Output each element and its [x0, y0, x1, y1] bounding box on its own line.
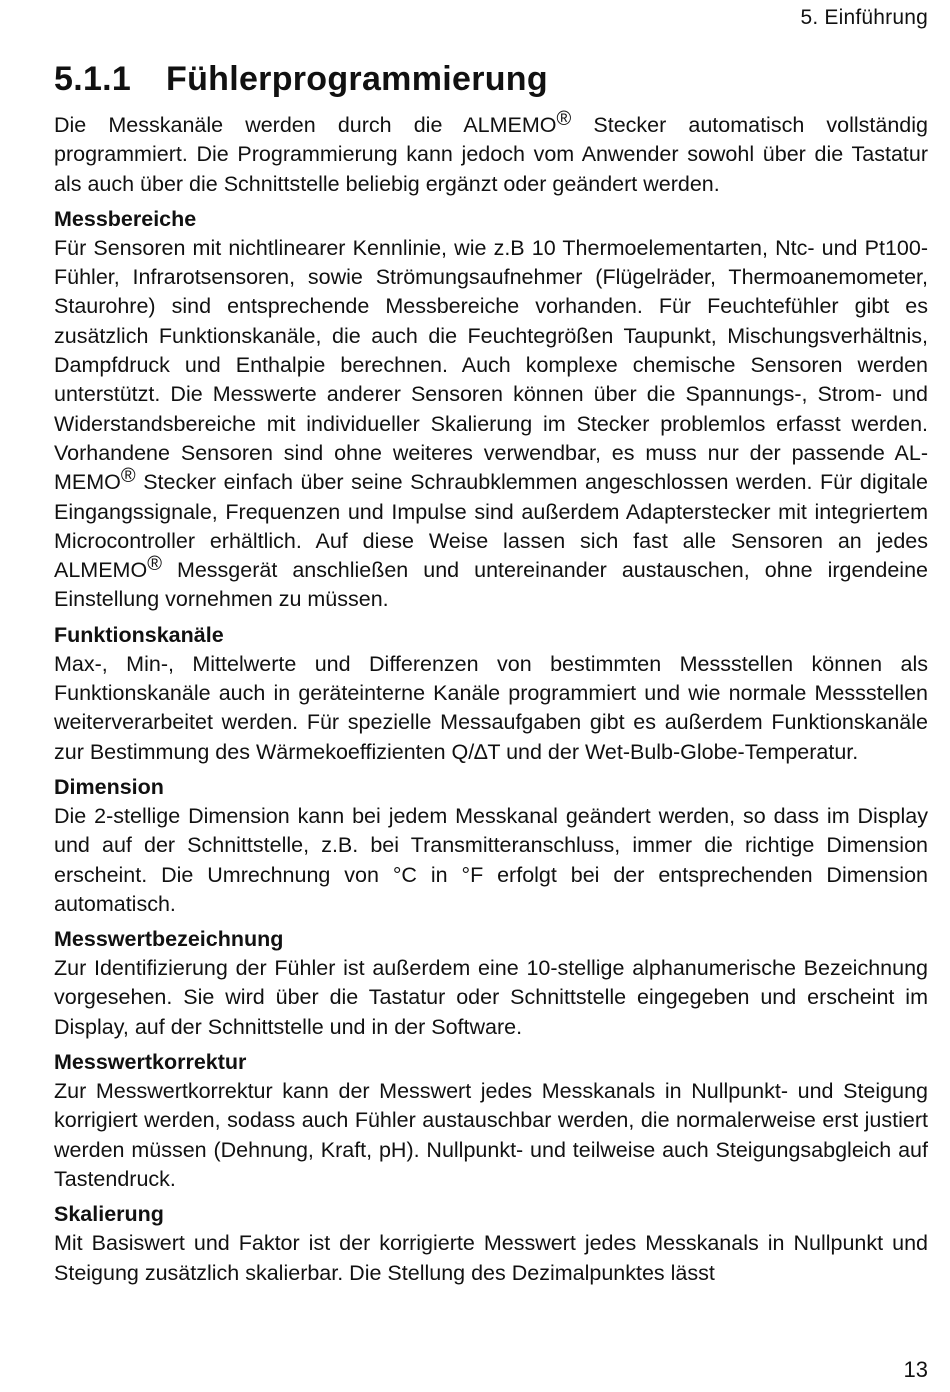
- messbereiche-paragraph: [54, 234, 928, 615]
- section-title-text: Fühlerprogrammierung: [166, 60, 548, 98]
- messbereiche-heading: Messbereiche: [54, 206, 197, 231]
- page-number: 13: [903, 1357, 928, 1382]
- page-content: [54, 108, 928, 1288]
- intro-text-2: Stecker automatisch vollständig programmiert. Die Programmierung kann jedoch vom Anwender sowohl über die Tastatur als auch über die Schnittstelle beliebig ergänzt oder geändert werden.: [54, 113, 928, 196]
- dimension-paragraph: Die 2-stellige Dimension kann bei jedem Messkanal geändert werden, so dass im Display und auf der Schnittstelle, z.B. bei Transmitteranschluss, immer die richtige Dimension erscheint. Die Umrechnung von °C in °F erfolgt bei der entsprechenden Dimension automatisch.: [54, 803, 928, 916]
- intro-text-1: Die Messkanäle werden durch die ALMEMO: [54, 113, 557, 137]
- messbereiche-text-2: Stecker einfach über seine Schraubklemmen angeschlossen werden. Für digitale Eingangssignale, Frequenzen und Impulse sind außerdem Adapterstecker mit integriertem Microcontroller erhältlich. Auf diese Weise lassen sich fast alle Sensoren an jedes ALMEMO: [54, 470, 928, 583]
- dimension-heading: Dimension: [54, 774, 164, 799]
- registered-mark: ®: [120, 465, 136, 488]
- messwertkorrektur-heading: Messwertkorrektur: [54, 1050, 247, 1075]
- funktionskanaele-heading: Funktionskanäle: [54, 622, 224, 647]
- registered-mark: ®: [147, 553, 162, 576]
- messbereiche-text-1: Für Sensoren mit nichtlinearer Kennlinie, wie z.B 10 Thermoelementarten, Ntc- und Pt100-Fühler, Infrarotsensoren, sowie Strömungsaufnehmer (Flügelräder, Thermoanemometer, Staurohre) sind entsprechende Messbereiche vorhanden. Für Feuchtefühler gibt es zusätzlich Funktionskanäle, die auch die Feuchtegrößen Taupunkt, Mischungsverhältnis, Dampfdruck und Enthalpie berechnen. Auch komplexe chemische Sensoren werden unterstützt. Die Messwerte anderer Sensoren können über die Spannungs-, Strom- und Widerstandsbereiche mit individueller Skalierung im Stecker problemlos erfasst werden. Vorhandene Sensoren sind ohne weiteres verwendbar, es muss nur der passende ALMEMO: [54, 235, 928, 495]
- section-number: 5.1.1: [54, 60, 132, 98]
- chapter-header: 5. Einführung: [800, 6, 928, 29]
- messwertbezeichnung-heading: Messwertbezeichnung: [54, 927, 284, 952]
- funktionskanaele-paragraph: Max-, Min-, Mittelwerte und Differenzen von bestimmten Messstellen können als Funktionskanäle auch in geräteinterne Kanäle programmiert und wie normale Messstellen weiterverarbeitet werden. Für spezielle Messaufgaben gibt es außerdem Funktionskanäle zur Bestimmung des Wärmekoeffizienten Q/∆T und der Wet-Bulb-Globe-Temperatur.: [54, 651, 928, 764]
- messwertkorrektur-paragraph: Zur Messwertkorrektur kann der Messwert jedes Messkanals in Nullpunkt- und Steigung korrigiert werden, sodass auch Fühler austauschbar werden, die normalerweise erst justiert werden müssen (Dehnung, Kraft, pH). Nullpunkt- und teilweise auch Steigungsabgleich auf Tastendruck.: [54, 1079, 928, 1191]
- messwertbezeichnung-paragraph: Zur Identifizierung der Fühler ist außerdem eine 10-stellige alphanumerische Bezeichnung vorgesehen. Sie wird über die Tastatur oder Schnittstelle eingegeben und erscheint im Display, auf der Schnittstelle und in der Software.: [54, 956, 928, 1039]
- section-title: [54, 60, 548, 99]
- intro-paragraph: [54, 108, 928, 199]
- registered-mark: ®: [556, 108, 572, 130]
- skalierung-heading: Skalierung: [54, 1202, 164, 1227]
- skalierung-paragraph: Mit Basiswert und Faktor ist der korrigierte Messwert jedes Messkanals in Nullpunkt und Steigung zusätzlich skalierbar. Die Stellung des Dezimalpunktes lässt: [54, 1231, 928, 1285]
- messbereiche-text-3: Messgerät anschließen und untereinander austauschen, ohne irgendeine Einstellung vornehmen zu müssen.: [54, 558, 928, 612]
